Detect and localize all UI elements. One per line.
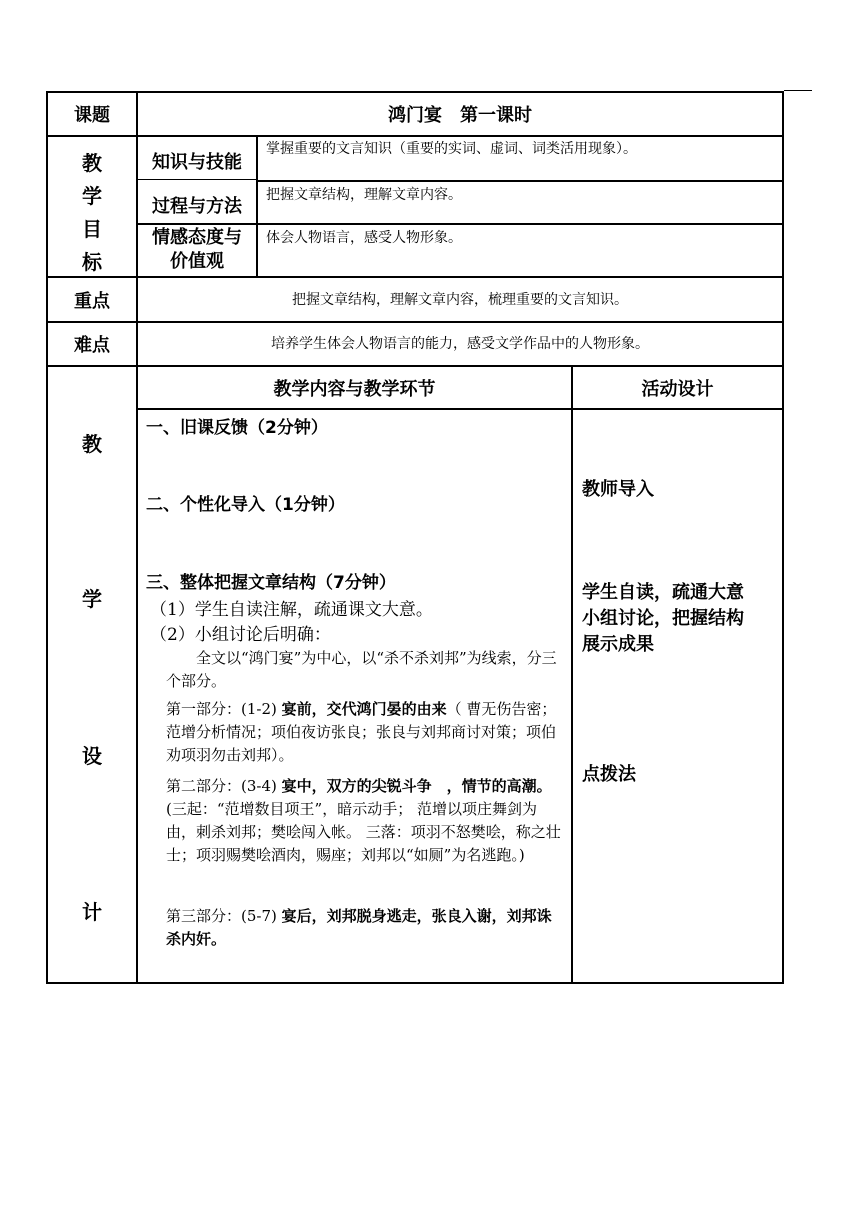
objective-content-process: 把握文章结构，理解文章内容。 — [266, 187, 462, 203]
difficulty-content: 培养学生体会人物语言的能力，感受文学作品中的人物形象。 — [271, 336, 649, 352]
objective-label-line: 价值观 — [170, 251, 224, 272]
objective-label-process: 过程与方法 — [152, 196, 242, 217]
objective-content-knowledge: 掌握重要的文言知识（重要的实词、虚词、词类活用现象）。 — [266, 141, 637, 157]
structure-intro: 全文以“鸿门宴”为中心，以“杀不杀刘邦”为线索，分三个部分。 — [166, 649, 557, 690]
topic-label: 课题 — [74, 105, 110, 126]
section-structure: 三、整体把握文章结构（7分钟） — [146, 573, 396, 593]
activity-guidance: 点拨法 — [582, 764, 636, 785]
side-char: 目 — [82, 216, 102, 241]
objective-label-attitude — [138, 226, 256, 276]
grid-line — [137, 408, 784, 410]
activity-column-header: 活动设计 — [641, 378, 714, 400]
part-heading: 宴前，交代鸿门晏的由来 — [281, 700, 447, 718]
grid-line — [782, 91, 784, 984]
part-prefix: 第一部分：(1-2) — [166, 700, 282, 718]
focus-label: 重点 — [74, 290, 110, 312]
activity-line: 小组讨论，把握结构 — [582, 608, 744, 629]
difficulty-label: 难点 — [74, 335, 110, 356]
grid-line — [46, 135, 784, 137]
part-prefix: 第三部分：(5-7) — [166, 907, 282, 925]
side-char: 教 — [82, 150, 102, 175]
design-side-label — [48, 367, 136, 982]
part-three — [166, 905, 566, 953]
activity-student-group — [582, 580, 778, 660]
part-heading: 宴中，双方的尖锐斗争 ，情节的高潮。 — [281, 777, 552, 795]
part-heading: 宴后，刘邦脱身逃走，张良入谢，刘邦诛杀内奸。 — [166, 907, 552, 948]
part-one — [166, 698, 566, 770]
activity-teacher-intro: 教师导入 — [582, 479, 654, 500]
objective-content-attitude: 体会人物语言，感受人物形象。 — [266, 230, 462, 246]
grid-line — [136, 91, 138, 984]
side-char: 学 — [82, 586, 102, 611]
content-column-header: 教学内容与教学环节 — [273, 378, 436, 400]
part-detail: （ 曹无伤告密；范增分析情况；项伯夜访张良；张良与刘邦商讨对策；项伯劝项羽勿击刘邦）。 — [166, 700, 557, 764]
side-char: 教 — [82, 431, 102, 456]
side-char: 计 — [82, 899, 102, 924]
step-self-read: （1）学生自读注解，疏通课文大意。 — [150, 600, 433, 620]
lesson-title: 鸿门宴 第一课时 — [388, 105, 532, 126]
part-detail: (三起：“范增数目项王”，暗示动手； 范增以项庄舞剑为由，刺杀刘邦；樊哙闯入帐。 三落：项羽不怒樊哙，称之壮士；项羽赐樊哙酒肉，赐座；刘邦以“如厕”为名逃跑。) — [166, 800, 561, 864]
focus-content: 把握文章结构，理解文章内容，梳理重要的文言知识。 — [292, 291, 628, 308]
section-intro: 二、个性化导入（1分钟） — [146, 495, 345, 515]
activity-line: 学生自读，疏通大意 — [582, 582, 744, 603]
side-char: 学 — [82, 183, 102, 208]
part-prefix: 第二部分：(3-4) — [166, 777, 282, 795]
side-char: 设 — [82, 743, 102, 768]
grid-line — [256, 135, 258, 278]
objective-label-line: 情感态度与 — [152, 227, 242, 248]
activity-line: 展示成果 — [582, 634, 654, 655]
objective-label-knowledge: 知识与技能 — [152, 152, 242, 173]
side-char: 标 — [82, 249, 102, 274]
part-two — [166, 775, 566, 895]
grid-line — [784, 90, 812, 91]
grid-line — [571, 365, 573, 984]
grid-line — [46, 982, 784, 984]
objectives-side-label — [48, 137, 136, 276]
step-group-discuss: （2）小组讨论后明确： — [150, 625, 331, 645]
grid-line — [257, 180, 784, 182]
section-review: 一、旧课反馈（2分钟） — [146, 418, 328, 438]
